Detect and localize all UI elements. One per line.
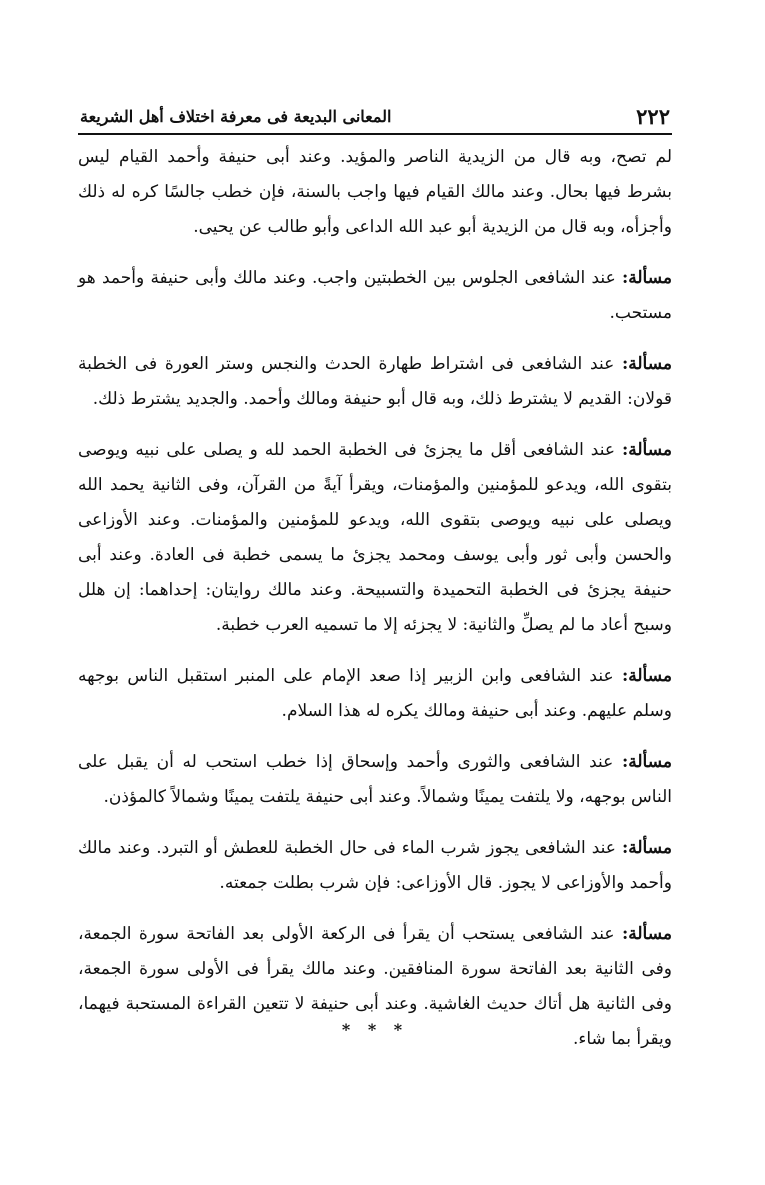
page-header bbox=[78, 103, 672, 135]
issue-label: مسألة: bbox=[621, 268, 672, 288]
body-text bbox=[78, 140, 672, 1073]
running-title: المعانى البديعة فى معرفة اختلاف أهل الشريعة bbox=[80, 107, 392, 126]
issue-text: عند الشافعى وابن الزبير إذا صعد الإمام على المنبر استقبل الناس بوجهه وسلم عليهم. وعند أبى حنيفة ومالك يكره له هذا السلام. bbox=[78, 666, 672, 721]
issue-text: عند الشافعى يجوز شرب الماء فى حال الخطبة للعطش أو التبرد. وعند مالك وأحمد والأوزاعى لا يجوز. قال الأوزاعى: فإن شرب بطلت جمعته. bbox=[78, 838, 672, 893]
issue-paragraph-4 bbox=[78, 659, 672, 729]
issue-text: عند الشافعى والثورى وأحمد وإسحاق إذا خطب استحب له أن يقبل على الناس بوجهه، ولا يلتفت يمينًا وشمالاً. وعند أبى حنيفة يلتفت يمينًا وشمالاً كالمؤذن. bbox=[78, 752, 672, 807]
issue-label: مسألة: bbox=[621, 666, 672, 686]
issue-label: مسألة: bbox=[621, 752, 672, 772]
issue-text: عند الشافعى أقل ما يجزئ فى الخطبة الحمد لله و يصلى على نبيه ويوصى بتقوى الله، ويدعو للمؤمنين والمؤمنات، ويقرأ آيةً من القرآن، وفى الثانية يحمد الله ويصلى على نبيه ويوصى بتقوى الله، ويدعو للمؤمنين والمؤمنات. وعند الأوزاعى والحسن وأبى ثور وأبى يوسف ومحمد يجزئ ما يسمى خطبة فى العادة. وعند أبى حنيفة يجزئ فى الخطبة التحميدة والتسبيحة. وعند مالك روايتان: إحداهما: إن هلل وسبح أعاد ما لم يصلِّ والثانية: لا يجزئه إلا ما تسميه العرب خطبة. bbox=[78, 440, 672, 635]
issue-paragraph-2 bbox=[78, 347, 672, 417]
issue-paragraph-6 bbox=[78, 831, 672, 901]
issue-label: مسألة: bbox=[621, 354, 672, 374]
issue-paragraph-3 bbox=[78, 433, 672, 643]
issue-label: مسألة: bbox=[621, 924, 672, 944]
issue-label: مسألة: bbox=[621, 838, 672, 858]
issue-paragraph-1 bbox=[78, 261, 672, 331]
page-number: ٢٢٢ bbox=[636, 104, 670, 129]
issue-label: مسألة: bbox=[621, 440, 672, 460]
issue-text: عند الشافعى الجلوس بين الخطبتين واجب. وعند مالك وأبى حنيفة وأحمد هو مستحب. bbox=[78, 268, 672, 323]
section-separator: * * * bbox=[341, 1020, 409, 1039]
issue-text: عند الشافعى يستحب أن يقرأ فى الركعة الأولى بعد الفاتحة سورة الجمعة، وفى الثانية بعد الفاتحة سورة المنافقين. وعند مالك يقرأ فى الأولى سورة الجمعة، وفى الثانية هل أتاك حديث الغاشية. وعند أبى حنيفة لا تتعين القراءة المستحبة فيهما، ويقرأ بما شاء. bbox=[78, 924, 672, 1049]
intro-paragraph: لم تصح، وبه قال من الزيدية الناصر والمؤيد. وعند أبى حنيفة وأحمد القيام ليس بشرط فيها بحال. وعند مالك القيام فيها واجب بالسنة، فإن خطب جالسًا كره له ذلك وأجزأه، وبه قال من الزيدية أبو عبد الله الداعى وأبو طالب عن يحيى. bbox=[78, 147, 672, 237]
issue-paragraph-5 bbox=[78, 745, 672, 815]
issue-text: عند الشافعى فى اشتراط طهارة الحدث والنجس وستر العورة فى الخطبة قولان: القديم لا يشترط ذلك، وبه قال أبو حنيفة ومالك وأحمد. والجديد يشترط ذلك. bbox=[78, 354, 672, 409]
